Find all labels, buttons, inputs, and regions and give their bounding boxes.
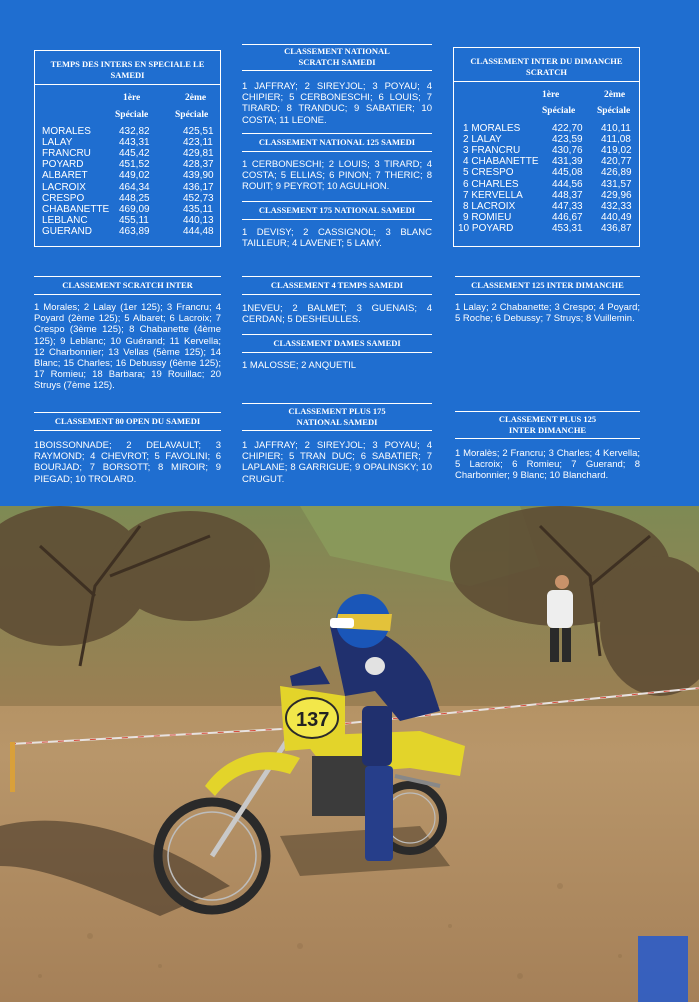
time-2: 423,11 [183, 137, 213, 148]
rider-name: POYARD [42, 159, 84, 170]
rider-name: CRESPO [42, 193, 85, 204]
rider-name: 9 ROMIEU [463, 212, 512, 223]
time-1: 444,56 [552, 179, 583, 190]
open80-section [34, 412, 221, 485]
time-1: 445,42 [119, 148, 150, 159]
temps-inters-table [34, 50, 221, 247]
col-sub-2: Spéciale [597, 106, 631, 116]
table-row [35, 193, 220, 204]
time-2: 426,89 [601, 167, 632, 178]
table-row [454, 123, 639, 134]
table-row [35, 159, 220, 170]
rider-name: LACROIX [42, 182, 86, 193]
time-1: 430,76 [552, 145, 583, 156]
photo-illustration [0, 506, 699, 1002]
section-results: 1NEVEU; 2 BALMET; 3 GUENAIS; 4 CERDAN; 5 DESHEULLES. [242, 303, 432, 326]
table-row [454, 156, 639, 167]
quatre-temps-section [242, 276, 432, 325]
rider-name: LALAY [42, 137, 73, 148]
time-1: 445,08 [552, 167, 583, 178]
section-title: CLASSEMENT 4 TEMPS SAMEDI [270, 280, 404, 290]
rider-name: 2 LALAY [463, 134, 502, 145]
time-1: 423,59 [552, 134, 583, 145]
time-2: 431,57 [601, 179, 632, 190]
time-1: 446,67 [552, 212, 583, 223]
time-2: 439,90 [183, 170, 214, 181]
rider-name: MORALES [42, 126, 91, 137]
table-title: TEMPS DES INTERS EN SPECIALE LE SAMEDI [50, 59, 205, 80]
col-sub-2: Spéciale [175, 110, 209, 120]
table-row [454, 212, 639, 223]
col-sub-1: Spéciale [115, 110, 149, 120]
time-2: 425,51 [183, 126, 214, 137]
table-row [35, 215, 220, 226]
table-row [454, 201, 639, 212]
rider-name: 10 POYARD [458, 223, 514, 234]
time-2: 440,13 [183, 215, 214, 226]
table-row [454, 167, 639, 178]
section-results: 1 Morales; 2 Lalay (1er 125); 3 Francru; 4 Poyard (2ème 125); 5 Albaret; 6 Lacroix; 7 Crespo (3ème 125); 8 Chabanette (4ème 125); 9 Leblanc; 10 Guérand; 11 Kervella; 12 Charbonnier; 13 Vellas (5ème 125); 14 Blanc; 15 Charles; 16 Debussy (6ème 125); 17 Romieu; 18 Barbara; 19 Rouillac; 20 Struys (7ème 125). [34, 302, 221, 392]
time-2: 429,81 [183, 148, 214, 159]
section-title: CLASSEMENT NATIONAL SCRATCH SAMEDI [284, 46, 390, 67]
col-header-1: 1ère [123, 93, 141, 103]
time-2: 436,87 [601, 223, 632, 234]
section-title: CLASSEMENT 175 NATIONAL SAMEDI [258, 205, 416, 215]
rider-name: GUERAND [42, 226, 93, 237]
time-1: 469,09 [119, 204, 150, 215]
time-2: 440,49 [601, 212, 632, 223]
col-sub-1: Spéciale [542, 106, 576, 116]
time-1: 431,39 [552, 156, 583, 167]
section-title: CLASSEMENT PLUS 175 NATIONAL SAMEDI [288, 406, 386, 427]
section-results: 1BOISSONNADE; 2 DELAVAULT; 3 RAYMOND; 4 CHEVROT; 5 FAVOLINI; 6 BOURJAD; 7 BORSOTT; 8 MIROIR; 9 PIEGAD; 10 TROLARD. [34, 440, 221, 485]
time-2: 432,33 [601, 201, 632, 212]
table-row [35, 126, 220, 137]
table-row [454, 223, 639, 234]
col-header-2: 2ème [185, 93, 207, 103]
section-results: 1 MALOSSE; 2 ANQUETIL [242, 360, 357, 371]
time-1: 422,70 [552, 123, 583, 134]
section-title: CLASSEMENT NATIONAL 125 SAMEDI [258, 137, 416, 147]
table-row [35, 137, 220, 148]
motocross-photo [0, 506, 699, 1002]
rider-name: 7 KERVELLA [463, 190, 523, 201]
section-results: 1 Lalay; 2 Chabanette; 3 Crespo; 4 Poyard; 5 Roche; 6 Debussy; 7 Struys; 8 Vuillemin. [455, 302, 640, 325]
time-2: 436,17 [183, 182, 214, 193]
section-title: CLASSEMENT PLUS 125 INTER DIMANCHE [498, 414, 597, 435]
col-header-2: 2ème [604, 90, 626, 100]
time-1: 448,37 [552, 190, 583, 201]
plus175-section [242, 403, 432, 485]
time-1: 449,02 [119, 170, 150, 181]
national-scratch-section [242, 44, 432, 126]
section-results: 1 CERBONESCHI; 2 LOUIS; 3 TIRARD; 4 COSTA; 5 ELLIAS; 6 PINON; 7 THERIC; 8 ROUIT; 9 PEYROT; 10 AGULHON. [242, 159, 432, 193]
section-title: CLASSEMENT 125 INTER DIMANCHE [471, 280, 624, 290]
table-row [454, 145, 639, 156]
time-2: 419,02 [601, 145, 632, 156]
section-results: 1 Moralès; 2 Francru; 3 Charles; 4 Kervella; 5 Lacroix; 6 Romieu; 7 Guerand; 8 Charbonnier; 9 Blanc; 10 Blanchard. [455, 448, 640, 482]
time-1: 451,52 [119, 159, 150, 170]
rider-name: 5 CRESPO [463, 167, 514, 178]
time-2: 420,77 [601, 156, 632, 167]
national-125-section [242, 133, 432, 193]
inter-dimanche-table [453, 47, 640, 247]
time-1: 447,33 [552, 201, 583, 212]
section-results: 1 JAFFRAY; 2 SIREYJOL; 3 POYAU; 4 CHIPIER; 5 CERBONESCHI; 6 LOUIS; 7 TIRARD; 8 TRANDUC; 9 SABATIER; 10 COSTA; 11 LEONE. [242, 81, 432, 126]
col-header-1: 1ère [542, 90, 560, 100]
plus125-section [455, 411, 640, 482]
time-2: 428,37 [183, 159, 214, 170]
section-results: 1 JAFFRAY; 2 SIREYJOL; 3 POYAU; 4 CHIPIER; 5 TRAN DUC; 6 SABATIER; 7 LAPLANE; 8 GARRIGUE; 9 OPALINSKY; 10 CRUGUT. [242, 440, 432, 485]
section-title: CLASSEMENT 80 OPEN DU SAMEDI [54, 416, 201, 426]
bike-number: 137 [296, 709, 330, 731]
rider-name: 1 MORALES [463, 123, 521, 134]
time-1: 453,31 [552, 223, 583, 234]
time-1: 455,11 [119, 215, 149, 226]
time-1: 463,89 [119, 226, 150, 237]
time-2: 411,08 [601, 134, 631, 145]
table-row [35, 170, 220, 181]
inter-125-section [455, 276, 640, 324]
table-row [454, 134, 639, 145]
section-title: CLASSEMENT SCRATCH INTER [62, 280, 193, 290]
rider-name: 3 FRANCRU [463, 145, 521, 156]
time-2: 444,48 [183, 226, 214, 237]
dames-section [242, 334, 432, 371]
rider-name: CHABANETTE [42, 204, 110, 215]
table-title: CLASSEMENT INTER DU DIMANCHE SCRATCH [470, 56, 623, 77]
time-2: 435,11 [183, 204, 213, 215]
time-2: 410,11 [601, 123, 631, 134]
table-row [35, 226, 220, 237]
time-1: 443,31 [119, 137, 150, 148]
time-2: 429,96 [601, 190, 632, 201]
table-row [35, 148, 220, 159]
rider-name: 8 LACROIX [463, 201, 516, 212]
time-2: 452,73 [183, 193, 214, 204]
rider-name: 4 CHABANETTE [463, 156, 539, 167]
national-175-section [242, 201, 432, 249]
section-title: CLASSEMENT DAMES SAMEDI [273, 338, 401, 348]
rider-name: FRANCRU [42, 148, 91, 159]
time-1: 432,82 [119, 126, 150, 137]
section-results: 1 DEVISY; 2 CASSIGNOL; 3 BLANC TAILLEUR; 4 LAVENET; 5 LAMY. [242, 227, 432, 250]
scratch-inter-section [34, 276, 221, 392]
rider-name: LEBLANC [42, 215, 88, 226]
time-1: 464,34 [119, 182, 150, 193]
time-1: 448,25 [119, 193, 150, 204]
rider-name: 6 CHARLES [463, 179, 519, 190]
table-row [454, 179, 639, 190]
table-row [35, 204, 220, 215]
table-row [454, 190, 639, 201]
rider-name: ALBARET [42, 170, 88, 181]
table-row [35, 182, 220, 193]
